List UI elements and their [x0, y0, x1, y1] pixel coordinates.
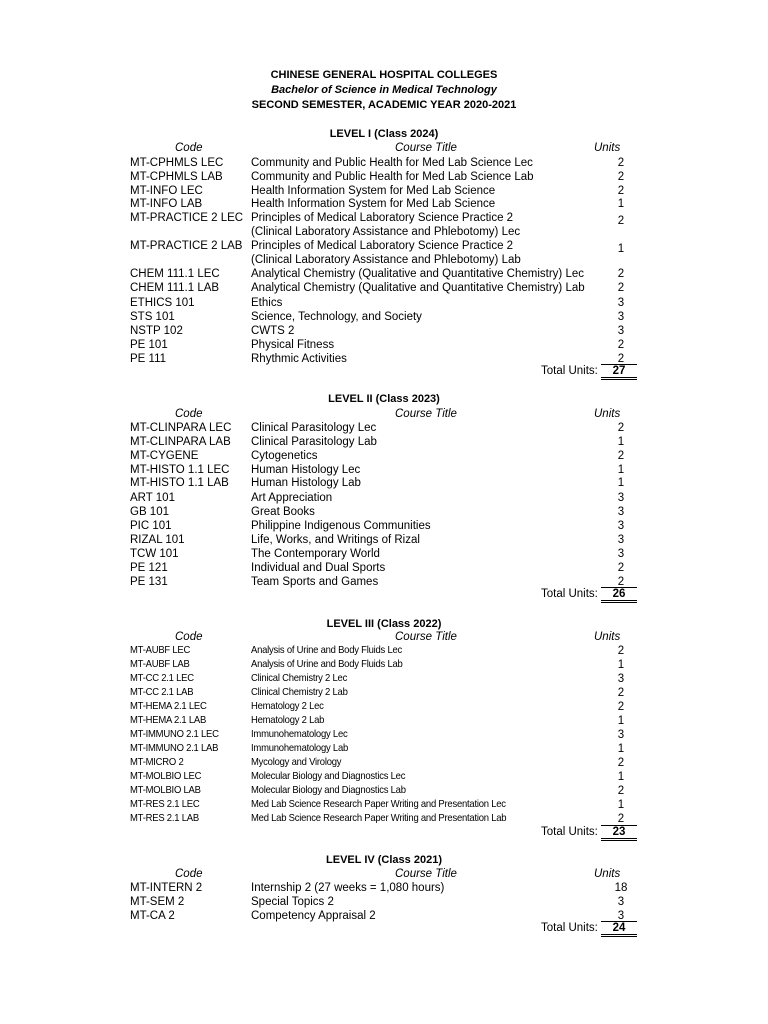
- course-units: 1: [617, 659, 625, 671]
- course-row: [0, 881, 768, 895]
- course-row: [0, 561, 768, 575]
- course-row: [0, 728, 768, 742]
- total-units-value: 27: [601, 364, 637, 380]
- course-title: Philippine Indigenous Communities: [251, 520, 431, 532]
- code-column-header: Code: [175, 868, 203, 880]
- course-units: 3: [617, 729, 625, 741]
- course-code: MT-CPHMLS LAB: [130, 171, 223, 183]
- course-units: 3: [617, 896, 625, 908]
- course-row: [0, 491, 768, 505]
- course-code: MT-PRACTICE 2 LEC: [130, 212, 244, 224]
- course-code: MT-AUBF LAB: [130, 659, 190, 670]
- course-code: MT-CLINPARA LEC: [130, 422, 232, 434]
- course-units: 3: [617, 297, 625, 309]
- course-title: Rhythmic Activities: [251, 353, 347, 365]
- course-title: Community and Public Health for Med Lab Science Lab: [251, 171, 534, 183]
- course-row: [0, 476, 768, 490]
- total-units-label: Total Units:: [541, 365, 598, 377]
- course-row: [0, 324, 768, 338]
- course-title: Molecular Biology and Diagnostics Lec: [251, 771, 406, 782]
- title-column-header: Course Title: [395, 142, 457, 154]
- course-row: [0, 310, 768, 324]
- course-title: Internship 2 (27 weeks = 1,080 hours): [251, 882, 445, 894]
- course-row: [0, 644, 768, 658]
- course-code: MT-INFO LAB: [130, 198, 203, 210]
- code-column-header: Code: [175, 142, 203, 154]
- course-title: Analytical Chemistry (Qualitative and Quantitative Chemistry) Lab: [251, 282, 585, 294]
- total-units-row: [0, 825, 768, 841]
- course-row: [0, 533, 768, 547]
- course-code: MT-RES 2.1 LEC: [130, 799, 200, 810]
- institution-name: CHINESE GENERAL HOSPITAL COLLEGES: [270, 69, 498, 81]
- level-title: LEVEL II (Class 2023): [328, 393, 440, 405]
- course-title: Immunohematology Lab: [251, 743, 349, 754]
- course-code: MT-INFO LEC: [130, 185, 203, 197]
- course-units: 1: [617, 436, 625, 448]
- title-column-header: Course Title: [395, 408, 457, 420]
- course-title-note: (Clinical Laboratory Assistance and Phlebotomy) Lec: [251, 226, 521, 238]
- total-units-value: 26: [601, 587, 637, 603]
- course-title: Med Lab Science Research Paper Writing and Presentation Lab: [251, 813, 507, 824]
- course-code: MT-IMMUNO 2.1 LAB: [130, 743, 219, 754]
- term-label: SECOND SEMESTER, ACADEMIC YEAR 2020-2021: [251, 99, 517, 111]
- course-code: PE 111: [130, 353, 167, 365]
- code-column-header: Code: [175, 408, 203, 420]
- course-title: Analysis of Urine and Body Fluids Lab: [251, 659, 403, 670]
- course-title: Analytical Chemistry (Qualitative and Quantitative Chemistry) Lec: [251, 268, 584, 280]
- course-units: 1: [617, 477, 625, 489]
- course-units: 2: [617, 576, 625, 588]
- course-title: Immunohematology Lec: [251, 729, 348, 740]
- course-row: [0, 156, 768, 170]
- course-row: [0, 658, 768, 672]
- course-title: Art Appreciation: [251, 492, 333, 504]
- course-units: 2: [617, 450, 625, 462]
- course-units: 2: [617, 185, 625, 197]
- course-code: MT-HEMA 2.1 LAB: [130, 715, 207, 726]
- course-title: Science, Technology, and Society: [251, 311, 422, 323]
- total-units-row: [0, 921, 768, 937]
- course-title: Individual and Dual Sports: [251, 562, 386, 574]
- course-row: [0, 267, 768, 281]
- course-title: Med Lab Science Research Paper Writing and Presentation Lec: [251, 799, 506, 810]
- course-title: CWTS 2: [251, 325, 295, 337]
- course-units: 2: [617, 757, 625, 769]
- course-code: MT-AUBF LEC: [130, 645, 191, 656]
- course-units: 3: [617, 506, 625, 518]
- total-units-label: Total Units:: [541, 588, 598, 600]
- course-title: Physical Fitness: [251, 339, 335, 351]
- course-row: [0, 756, 768, 770]
- course-units: 2: [617, 339, 625, 351]
- course-units: 3: [617, 325, 625, 337]
- course-title: Great Books: [251, 506, 315, 518]
- course-row: [0, 895, 768, 909]
- title-column-header: Course Title: [395, 631, 457, 643]
- course-units: 3: [617, 910, 625, 922]
- course-row: [0, 449, 768, 463]
- course-title: Ethics: [251, 297, 283, 309]
- course-code: MT-CC 2.1 LAB: [130, 687, 194, 698]
- level-title: LEVEL I (Class 2024): [329, 128, 439, 140]
- course-units: 2: [617, 353, 625, 365]
- course-code: ETHICS 101: [130, 297, 195, 309]
- course-units: 3: [617, 548, 625, 560]
- course-title: Clinical Parasitology Lec: [251, 422, 377, 434]
- course-units: 2: [617, 687, 625, 699]
- course-units: 3: [617, 534, 625, 546]
- course-units: 1: [617, 243, 625, 255]
- course-row: [0, 700, 768, 714]
- course-units: 2: [617, 785, 625, 797]
- course-title: Health Information System for Med Lab Science: [251, 198, 496, 210]
- course-code: MT-CLINPARA LAB: [130, 436, 231, 448]
- course-code: CHEM 111.1 LAB: [130, 282, 220, 294]
- course-code: ART 101: [130, 492, 175, 504]
- units-column-header: Units: [594, 631, 621, 643]
- course-title: Cytogenetics: [251, 450, 318, 462]
- document-header: [0, 68, 768, 113]
- course-row: [0, 742, 768, 756]
- course-title: Human Histology Lab: [251, 477, 361, 489]
- course-title: Special Topics 2: [251, 896, 334, 908]
- course-title: Team Sports and Games: [251, 576, 379, 588]
- course-row: [0, 784, 768, 798]
- total-units-row: [0, 364, 768, 380]
- course-code: MT-PRACTICE 2 LAB: [130, 240, 243, 252]
- total-units-label: Total Units:: [541, 826, 598, 838]
- total-units-value: 24: [601, 921, 637, 937]
- course-row: [0, 519, 768, 533]
- title-column-header: Course Title: [395, 868, 457, 880]
- course-code: PIC 101: [130, 520, 172, 532]
- course-row: [0, 505, 768, 519]
- units-column-header: Units: [594, 868, 621, 880]
- course-code: MT-SEM 2: [130, 896, 185, 908]
- course-units: 2: [617, 813, 625, 825]
- program-name: Bachelor of Science in Medical Technology: [271, 84, 497, 96]
- course-units: 2: [617, 701, 625, 713]
- course-code: MT-MICRO 2: [130, 757, 184, 768]
- course-title: Principles of Medical Laboratory Science Practice 2: [251, 212, 514, 224]
- course-code: MT-MOLBIO LAB: [130, 785, 201, 796]
- course-units: 3: [617, 492, 625, 504]
- units-column-header: Units: [594, 142, 621, 154]
- course-title: Life, Works, and Writings of Rizal: [251, 534, 420, 546]
- course-title: The Contemporary World: [251, 548, 380, 560]
- code-column-header: Code: [175, 631, 203, 643]
- course-title: Clinical Chemistry 2 Lec: [251, 673, 348, 684]
- course-units: 1: [617, 771, 625, 783]
- course-code: TCW 101: [130, 548, 179, 560]
- course-row: [0, 338, 768, 352]
- course-code: MT-MOLBIO LEC: [130, 771, 202, 782]
- course-row: [0, 714, 768, 728]
- course-units: 2: [617, 562, 625, 574]
- course-title: Clinical Chemistry 2 Lab: [251, 687, 348, 698]
- course-units: 2: [617, 215, 625, 227]
- course-row: [0, 672, 768, 686]
- course-row: [0, 239, 768, 266]
- total-units-row: [0, 587, 768, 603]
- course-code: PE 101: [130, 339, 168, 351]
- course-title: Hematology 2 Lec: [251, 701, 324, 712]
- course-units: 18: [614, 882, 628, 894]
- course-row: [0, 197, 768, 211]
- course-code: NSTP 102: [130, 325, 183, 337]
- course-title: Community and Public Health for Med Lab Science Lec: [251, 157, 533, 169]
- course-row: [0, 281, 768, 295]
- units-column-header: Units: [594, 408, 621, 420]
- course-units: 1: [617, 715, 625, 727]
- course-units: 2: [617, 268, 625, 280]
- course-row: [0, 798, 768, 812]
- course-code: MT-HISTO 1.1 LAB: [130, 477, 229, 489]
- course-units: 2: [617, 282, 625, 294]
- course-row: [0, 463, 768, 477]
- course-title-note: (Clinical Laboratory Assistance and Phlebotomy) Lab: [251, 254, 521, 266]
- course-code: MT-CC 2.1 LEC: [130, 673, 194, 684]
- course-row: [0, 770, 768, 784]
- course-title: Principles of Medical Laboratory Science Practice 2: [251, 240, 514, 252]
- course-title: Health Information System for Med Lab Science: [251, 185, 496, 197]
- course-code: RIZAL 101: [130, 534, 185, 546]
- course-code: MT-CA 2: [130, 910, 175, 922]
- course-units: 2: [617, 171, 625, 183]
- course-code: MT-HISTO 1.1 LEC: [130, 464, 230, 476]
- level-title: LEVEL III (Class 2022): [326, 618, 442, 630]
- course-code: MT-CPHMLS LEC: [130, 157, 224, 169]
- course-row: [0, 686, 768, 700]
- course-title: Competency Appraisal 2: [251, 910, 376, 922]
- course-units: 3: [617, 311, 625, 323]
- course-units: 1: [617, 464, 625, 476]
- course-code: MT-HEMA 2.1 LEC: [130, 701, 207, 712]
- course-code: CHEM 111.1 LEC: [130, 268, 220, 280]
- course-code: STS 101: [130, 311, 175, 323]
- course-row: [0, 812, 768, 826]
- course-units: 2: [617, 645, 625, 657]
- course-units: 2: [617, 422, 625, 434]
- course-code: MT-RES 2.1 LAB: [130, 813, 199, 824]
- course-units: 1: [617, 799, 625, 811]
- course-title: Hematology 2 Lab: [251, 715, 325, 726]
- course-row: [0, 296, 768, 310]
- course-code: MT-CYGENE: [130, 450, 199, 462]
- course-row: [0, 211, 768, 238]
- course-code: MT-INTERN 2: [130, 882, 203, 894]
- course-code: MT-IMMUNO 2.1 LEC: [130, 729, 219, 740]
- course-title: Human Histology Lec: [251, 464, 361, 476]
- course-units: 1: [617, 198, 625, 210]
- course-title: Analysis of Urine and Body Fluids Lec: [251, 645, 403, 656]
- course-title: Clinical Parasitology Lab: [251, 436, 377, 448]
- course-row: [0, 435, 768, 449]
- total-units-label: Total Units:: [541, 922, 598, 934]
- course-row: [0, 547, 768, 561]
- total-units-value: 23: [601, 825, 637, 841]
- course-code: PE 121: [130, 562, 168, 574]
- course-row: [0, 421, 768, 435]
- course-title: Mycology and Virology: [251, 757, 342, 768]
- course-code: GB 101: [130, 506, 169, 518]
- course-code: PE 131: [130, 576, 168, 588]
- course-units: 1: [617, 743, 625, 755]
- course-units: 2: [617, 157, 625, 169]
- course-row: [0, 184, 768, 198]
- course-title: Molecular Biology and Diagnostics Lab: [251, 785, 406, 796]
- course-units: 3: [617, 520, 625, 532]
- course-row: [0, 170, 768, 184]
- course-units: 3: [617, 673, 625, 685]
- level-title: LEVEL IV (Class 2021): [326, 854, 442, 866]
